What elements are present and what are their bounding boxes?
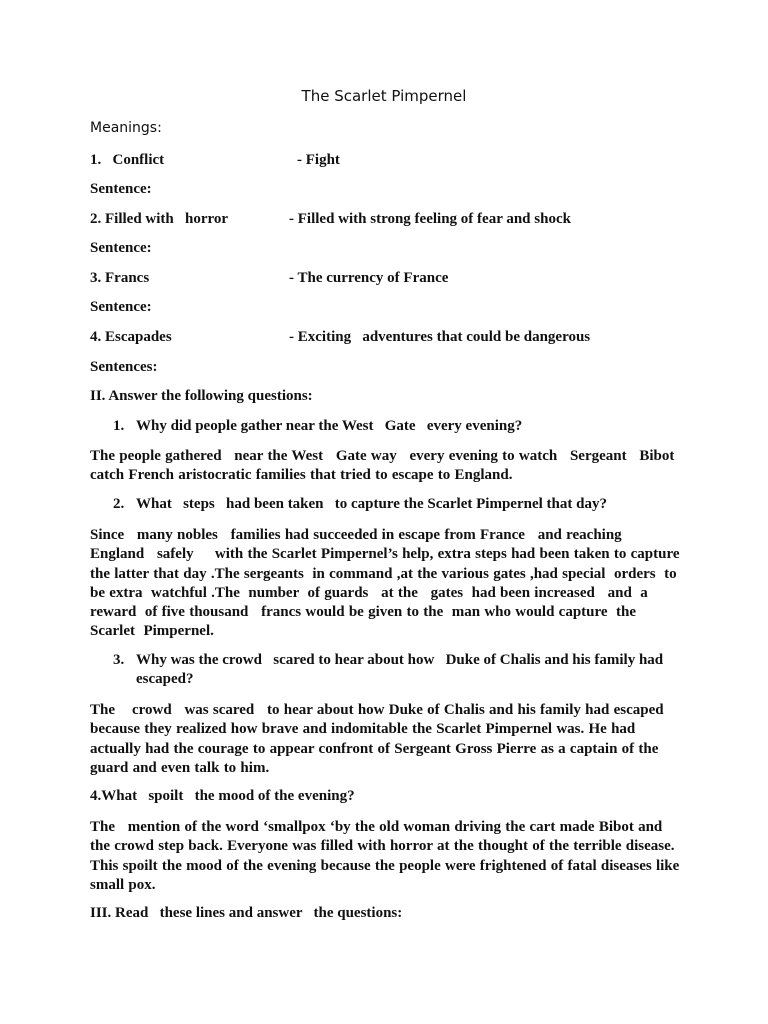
answer-line: The crowd was scared to hear about how Duke of Chalis and his family had escaped bbox=[90, 702, 664, 718]
answer-line: Since many nobles families had succeeded in escape from France and reaching bbox=[90, 527, 622, 543]
answer-line: This spoilt the mood of the evening because the people were frightened of fatal diseases like bbox=[90, 857, 680, 874]
answer-line: catch French aristocratic families that tried to escape to England. bbox=[90, 467, 513, 484]
sentence-label-4: Sentences: bbox=[90, 359, 158, 375]
sentence-label-2: Sentence: bbox=[90, 240, 152, 256]
meaning-term-4: 4. Escapades bbox=[90, 329, 172, 345]
meaning-term-3: 3. Francs bbox=[90, 270, 150, 286]
question-text: Why was the crowd scared to hear about how Duke of Chalis and his family had bbox=[136, 652, 664, 668]
answer-4 bbox=[90, 818, 680, 895]
answer-line: reward of five thousand francs would be given to the man who would capture the bbox=[90, 604, 637, 621]
answer-line: guard and even talk to him. bbox=[90, 759, 270, 776]
answer-line: England safely with the Scarlet Pimpernel’s help, extra steps had been taken to capture bbox=[90, 546, 680, 563]
answer-1 bbox=[90, 447, 676, 486]
question-number: 3. bbox=[113, 652, 125, 668]
meaning-definition-3: - The currency of France bbox=[289, 270, 449, 286]
question-4: 4.What spoilt the mood of the evening? bbox=[90, 788, 355, 804]
answer-line: the crowd step back. Everyone was filled with horror at the thought of the terrible disease. bbox=[90, 838, 675, 855]
answer-line: because they realized how brave and indomitable the Scarlet Pimpernel was. He had bbox=[90, 721, 636, 738]
section-3-heading: III. Read these lines and answer the questions: bbox=[90, 905, 403, 921]
question-number: 1. bbox=[113, 418, 125, 434]
meaning-term-2: 2. Filled with horror bbox=[90, 211, 229, 227]
answer-2 bbox=[90, 526, 680, 642]
section-2-heading: II. Answer the following questions: bbox=[90, 388, 313, 404]
question-number: 2. bbox=[113, 496, 125, 512]
meaning-definition-1: - Fight bbox=[297, 152, 340, 168]
meanings-heading: Meanings: bbox=[90, 120, 162, 136]
meaning-term-1: 1. Conflict bbox=[90, 152, 165, 168]
answer-line: actually had the courage to appear confront of Sergeant Gross Pierre as a captain of the bbox=[90, 740, 659, 757]
sentence-label-3: Sentence: bbox=[90, 299, 152, 315]
answer-line: Scarlet Pimpernel. bbox=[90, 623, 214, 640]
question-text: escaped? bbox=[136, 671, 194, 687]
sentence-label-1: Sentence: bbox=[90, 181, 152, 197]
answer-line: small pox. bbox=[90, 876, 156, 893]
meaning-definition-2: - Filled with strong feeling of fear and shock bbox=[289, 211, 571, 227]
page-title: The Scarlet Pimpernel bbox=[301, 87, 467, 105]
answer-3 bbox=[90, 701, 676, 778]
answer-line: be extra watchful .The number of guards at the gates had been increased and a bbox=[90, 584, 648, 601]
question-text: What steps had been taken to capture the Scarlet Pimpernel that day? bbox=[136, 496, 607, 512]
answer-line: The mention of the word ‘smallpox ‘by the old woman driving the cart made Bibot and bbox=[90, 819, 663, 835]
question-text: Why did people gather near the West Gate every evening? bbox=[136, 418, 523, 434]
answer-line: the latter that day .The sergeants in command ,at the various gates ,had special orders to bbox=[90, 565, 677, 582]
answer-line: The people gathered near the West Gate way every evening to watch Sergeant Bibot bbox=[90, 448, 675, 464]
meaning-definition-4: - Exciting adventures that could be dangerous bbox=[289, 329, 591, 345]
